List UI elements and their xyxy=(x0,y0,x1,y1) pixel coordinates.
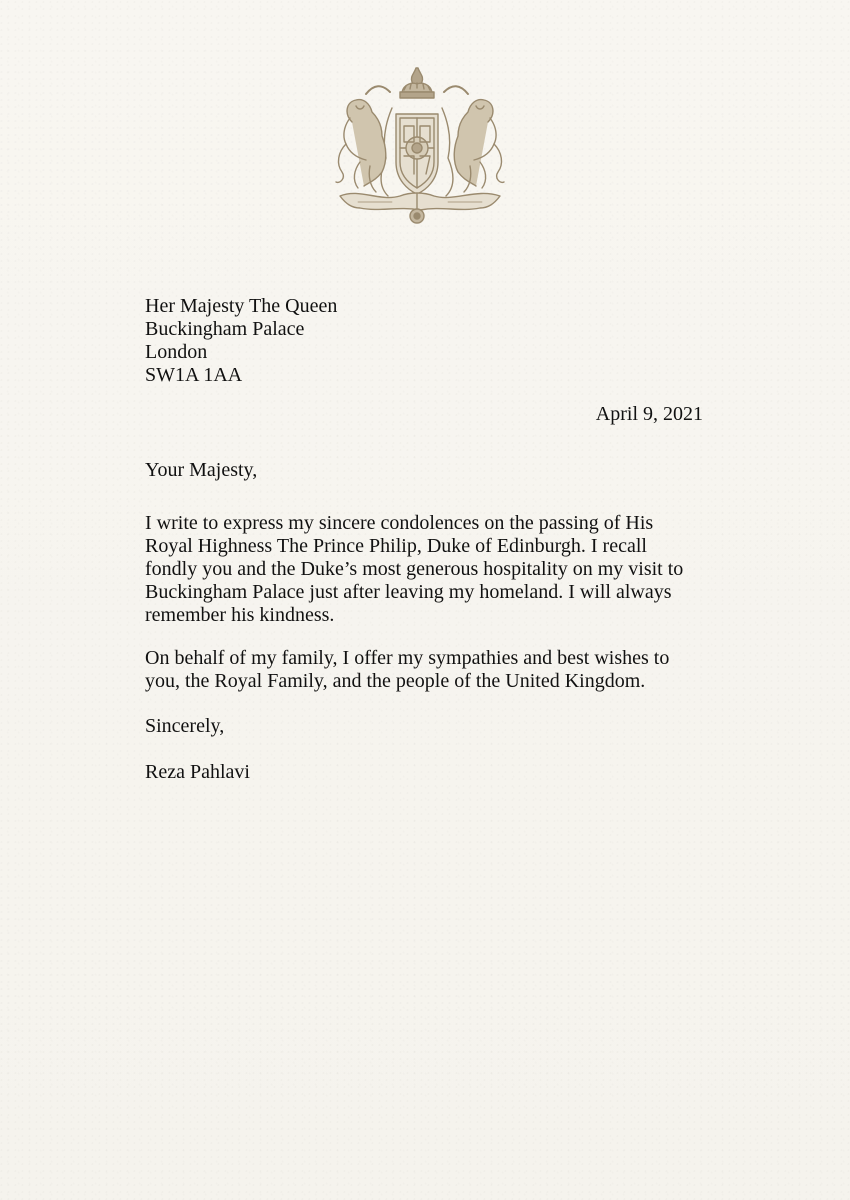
coat-of-arms-icon xyxy=(330,62,510,227)
body-paragraph xyxy=(145,512,715,627)
paragraph-line: fondly you and the Duke’s most generous hospitality on my visit to xyxy=(145,558,684,580)
salutation: Your Majesty, xyxy=(145,459,258,481)
recipient-city: London xyxy=(145,341,208,363)
body-paragraph xyxy=(145,647,715,693)
paragraph-line: Royal Highness The Prince Philip, Duke of Edinburgh. I recall xyxy=(145,535,647,557)
paragraph-line: I write to express my sincere condolences on the passing of His xyxy=(145,512,654,534)
closing: Sincerely, xyxy=(145,715,225,737)
paragraph-line: you, the Royal Family, and the people of the United Kingdom. xyxy=(145,670,646,692)
letter-date: April 9, 2021 xyxy=(595,403,703,425)
paragraph-line: On behalf of my family, I offer my sympathies and best wishes to xyxy=(145,647,670,669)
recipient-building: Buckingham Palace xyxy=(145,318,305,340)
recipient-name: Her Majesty The Queen xyxy=(145,295,338,317)
recipient-address xyxy=(145,295,337,387)
recipient-postcode: SW1A 1AA xyxy=(145,364,243,386)
signature: Reza Pahlavi xyxy=(145,761,250,783)
paragraph-line: remember his kindness. xyxy=(145,604,335,626)
paragraph-line: Buckingham Palace just after leaving my homeland. I will always xyxy=(145,581,672,603)
